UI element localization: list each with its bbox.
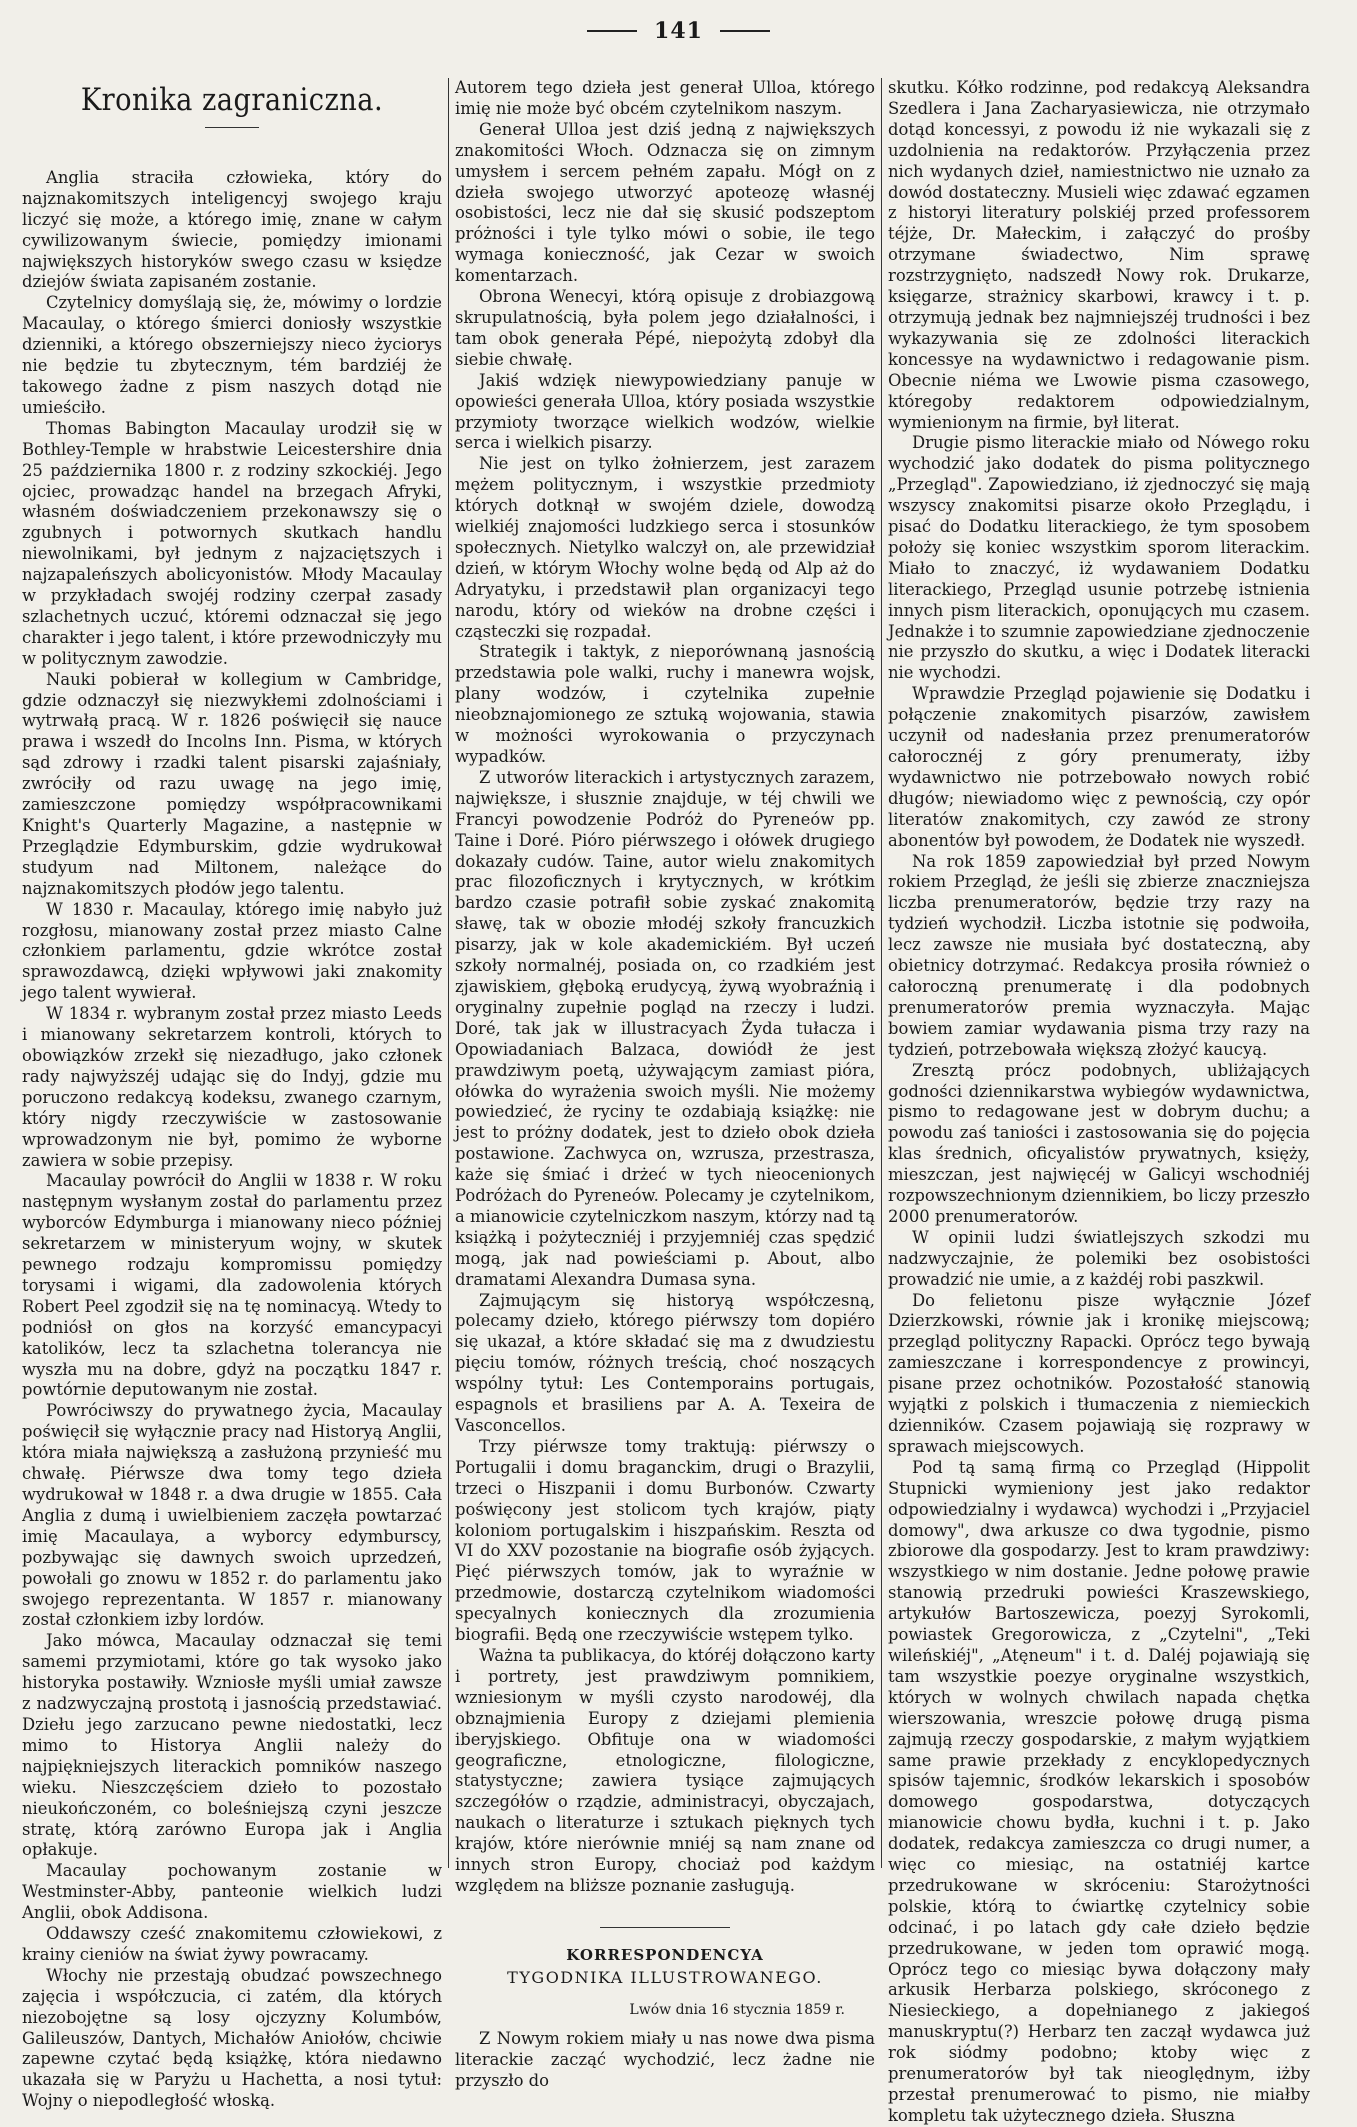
paragraph: Zresztą prócz podobnych, ubliżających godności dziennikarstwa wybiegów wydawnictwa, pismo to redagowane jest w dobrym duchu; a powodu zaś taniości i zastosowania się do pojęcia klas średnich, oficyalistów prywatnych, księży, mieszczan, jest najwięcéj w Galicyi wschodniéj rozpowszechnionym dziennikiem, bo liczy przeszło 2000 prenumeratorów. bbox=[888, 1060, 1310, 1226]
paragraph: Drugie pismo literackie miało od Nówego roku wychodzić jako dodatek do pisma politycznego „Przegląd". Zapowiedziano, iż zjednoczyć się mają wszyscy znakomitsi pisarze około Przeglądu, i pisać do Dodatku literackiego, że tym sposobem położy się koniec wszystkim sporom literackim. Miało to znaczyć, iż wydawaniem Dodatku literackiego, Przegląd usunie potrzebę istnienia innych pism literackich, oponujących mu czasem. Jednakże i to szumnie zapowiedziane zjednoczenie nie przyszło do skutku, a więc i Dodatek literacki nie wychodzi. bbox=[888, 433, 1310, 683]
column-divider-2 bbox=[881, 78, 882, 1868]
paragraph: Autorem tego dzieła jest generał Ulloa, którego imię nie może być obcém czytelnikom naszym. bbox=[455, 78, 875, 118]
paragraph: Pod tą samą firmą co Przegląd (Hippolit Stupnicki wymieniony jest jako redaktor odpowiedzialny i wydawca) wychodzi i „Przyjaciel domowy", dwa arkusze co dwa tygodnie, pismo zbiorowe dla gospodarzy. Jest to kram prawdziwy: wszystkiego w nim dostanie. Jedne połowę prawie stanowią przedruki powieści Kraszewskiego, artykułów Bartoszewicza, poezyj Syrokomli, powiastek Gregorowicza, z „Czytelni", „Teki wileńskiéj", „Atęneum" i t. d. Daléj pojawiają się tam wszystkie poezye oryginalne wszystkich, których w wolnych chwilach napada chętka wierszowania, wreszcie połowę drugą pisma zajmują rzeczy gospodarskie, z małym wyjątkiem same prawie przekłady z encyklopedycznych spisów tajemnic, środków lekarskich i sposobów domowego gospodarstwa, dotyczących mianowicie chowu bydła, kuchni i t. p. Jako dodatek, redakcya zamieszcza co drugi numer, a więc co miesiąc, na ostatniéj kartce przedrukowane w skróceniu: Starożytności polskie, którą to ćwiartkę czytelnicy sobie odcinać, i po latach gdy całe dzieło będzie przedrukowane, w jeden tom oprawić mogą. Oprócz tego co miesiąc bywa dołączony mały arkusik Herbarza polskiego, skróconego z Niesieckiego, a dopełnianego z jakiegoś manuskryptu(?) Herbarz ten zaczął wydawca już rok siódmy podobno; ktoby więc z prenumeratorów był tak nieoględnym, iżby przestał prenumerować to pismo, nie miałby kompletu tak użytecznego dzieła. Słuszna bbox=[888, 1457, 1310, 2125]
correspondence-title: KORRESPONDENCYA bbox=[566, 1945, 764, 1964]
paragraph: Obrona Wenecyi, którą opisuje z drobiazgową skrupulatnością, była polem jego działalności, i tam obok generała Pépé, niepożytą zdobył dla siebie chwałę. bbox=[455, 287, 875, 369]
paragraph: W opinii ludzi światlejszych szkodzi mu nadzwyczajnie, że polemiki bez osobistości prowadzić nie umie, a z każdéj robi paszkwil. bbox=[888, 1227, 1310, 1289]
paragraph: Ważna ta publikacya, do któréj dołączono karty i portrety, jest prawdziwym pomnikiem, wzniesionym w myśli czysto narodowéj, dla obznajmienia Europy z dziejami plemienia iberyjskiego. Obfituje ona w wiadomości geograficzne, etnologiczne, filologiczne, statystyczne; zawiera tysiące zajmujących szczegółów o rządzie, administracyi, obyczajach, naukach o literaturze i sztukach pięknych tych krajów, które nierównie mniéj są nam znane od innych stron Europy, chociaż pod każdym względem na bliższe poznanie zasługują. bbox=[455, 1645, 875, 1895]
column-3 bbox=[888, 78, 1310, 2125]
paragraph: W 1834 r. wybranym został przez miasto Leeds i mianowany sekretarzem kontroli, których to obowiązków zrzekł się niezadługo, jako członek rady najwyższéj udając się do Indyj, gdzie mu poruczono redakcyą kodeksu, zwanego czarnym, który nigdy rzeczywiście w zastosowanie wprowadzonym nie był, pomimo że wyborne zawiera w sobie przepisy. bbox=[22, 1004, 442, 1170]
paragraph: Anglia straciła człowieka, który do najznakomitszych inteligencyj swojego kraju liczyć się może, a którego imię, znane w całym cywilizowanym świecie, pomiędzy imionami największych historyków swego czasu w księdze dziejów świata zapisaném zostanie. bbox=[22, 167, 442, 292]
paragraph: Jakiś wdzięk niewypowiedziany panuje w opowieści generała Ulloa, który posiada wszystkie przymioty tworzące wielkich wodzów, wielkie serca i wielkich pisarzy. bbox=[455, 370, 875, 453]
paragraph: Macaulay pochowanym zostanie w Westminster-Abby, panteonie wielkich ludzi Anglii, obok Addisona. bbox=[22, 1861, 442, 1923]
header-rule-left bbox=[587, 30, 637, 32]
section-title: Kronika zagraniczna. bbox=[80, 82, 384, 118]
page-header bbox=[0, 18, 1357, 58]
column-2 bbox=[455, 78, 875, 2090]
paragraph: Generał Ulloa jest dziś jedną z największych znakomitości Włoch. Odznacza się on zimnym umysłem i sercem pełném zapału. Mógł on z dzieła swojego utworzyć apoteozę własnéj osobistości, lecz nie dał się skusić podszeptom próżności i tyle tylko mówi o sobie, ile tego wymaga konieczność, jak Cezar w swoich komentarzach. bbox=[455, 119, 875, 286]
column-divider-1 bbox=[448, 78, 449, 1868]
paragraph: Zajmującym się historyą współczesną, polecamy dzieło, którego piérwszy tom dopiéro się ukazał, a które składać się ma z dwudziestu pięciu tomów, różnych treścią, choć noszących wspólny tytuł: Les Contemporains portugais, espagnols et brasiliens par A. A. Texeira de Vasconcellos. bbox=[455, 1290, 875, 1435]
paragraph: Z utworów literackich i artystycznych zarazem, największe, i słusznie znajduje, w téj chwili we Francyi powodzenie Podróż do Pyreneów pp. Taine i Doré. Pióro piérwszego i ołówek drugiego dokazały cudów. Taine, autor wielu znakomitych prac filozoficznych i krytycznych, w krótkim bardzo czasie potrafił sobie zyskać znakomitą sławę, tak w obozie młodéj szkoły francuzkich pisarzy, jak w kole akademickiém. Był uczeń szkoły normalnéj, posiada on, co rzadkiém jest zjawiskiem, głęboką erudycyą, żywą wyobraźnią i oryginalny zupełnie pogląd na rzeczy i ludzi. Doré, tak jak w illustracyach Żyda tułacza i Opowiadaniach Balzaca, dowiódł że jest prawdziwym poetą, używającym zamiast pióra, ołówka do wyrażenia swoich myśli. Nie możemy powiedzieć, że ryciny te ozdabiają książkę: nie jest to próżny dodatek, jest to dzieło obok dzieła postawione. Zachwyca on, wzrusza, przestrasza, każe się śmiać i drżeć w tych nieocenionych Podróżach do Pyreneów. Polecamy je czytelnikom, a mianowicie czytelniczkom naszym, którzy nad tą książką i pożyteczniéj i przyjemniéj czas spędzić mogą, jak nad powieściami p. About, albo dramatami Alexandra Dumasa syna. bbox=[455, 767, 875, 1289]
paragraph: Do felietonu pisze wyłącznie Józef Dzierzkowski, równie jak i kronikę miejscową; przegląd polityczny Rapacki. Oprócz tego bywają zamieszczane i korrespondencye z prowincyi, pisane przez ochotników. Pozostałość stanowią wyjątki z polskich i tłumaczenia z niemieckich dzienników. Czasem pojawiają się rozprawy w sprawach miejscowych. bbox=[888, 1290, 1310, 1456]
paragraph: Nie jest on tylko żołnierzem, jest zarazem mężem politycznym, i wszystkie przedmioty których dotknął w swojém dziele, dowodzą wielkiéj znajomości ludzkiego serca i stosunków społecznych. Nietylko walczył on, ale przewidział dzień, w którym Włochy wolne będą od Alp aż do Adryatyku, i przedstawił plan organizacyi tego narodu, który od wieków na drobne części i cząsteczki się rozpadał. bbox=[455, 454, 875, 641]
section-rule bbox=[600, 1927, 730, 1928]
paragraph: Strategik i taktyk, z nieporównaną jasnością przedstawia pole walki, ruchy i manewra wojsk, plany wodzów, i czytelnika zupełnie nieobznajomionego ze sztuką wojowania, stawia w możności wyrokowania o przyczynach wypadków. bbox=[455, 642, 875, 766]
paragraph: Macaulay powrócił do Anglii w 1838 r. W roku następnym wysłanym został do parlamentu przez wyborców Edymburga i mianowany nieco później sekretarzem w ministeryum wojny, w skutek pewnego rodzaju kompromissu pomiędzy torysami i wigami, dla zadowolenia których Robert Peel zgodził się na tę nominacyą. Wtedy to podniósł on głos na korzyść emancypacyi katolików, lecz ta szlachetna tolerancya nie wyszła mu na dobre, gdyż na początku 1847 r. powtórnie deputowanym nie został. bbox=[22, 1171, 442, 1400]
title-rule bbox=[205, 127, 259, 128]
paragraph: Na rok 1859 zapowiedział był przed Nowym rokiem Przegląd, że jeśli się zbierze znaczniejsza liczba prenumeratorów, będzie trzy razy na tydzień wychodził. Liczba istotnie się podwoiła, lecz zawsze nie musiała być dostateczną, aby obietnicy dotrzymać. Redakcya prosiła również o całoroczną prenumeratę i dla podobnych prenumeratorów premia wyznaczyła. Mając bowiem zamiar wydawania pisma trzy razy na tydzień, potrzebowała większą złożyć kaucyą. bbox=[888, 851, 1310, 1059]
paragraph: Wprawdzie Przegląd pojawienie się Dodatku i połączenie znakomitych pisarzów, zawisłem uczynił od nadesłania przez prenumeratorów całorocznéj z góry prenumeraty, iżby wydawnictwo nie potrzebowało nowych robić długów; niewiadomo więc z pewnością, czy opór literatów znakomitych, czy zawód ze strony abonentów był powodem, że Dodatek nie wyszedł. bbox=[888, 684, 1310, 850]
paragraph: W 1830 r. Macaulay, którego imię nabyło już rozgłosu, mianowany został przez miasto Calne członkiem parlamentu, gdzie wkrótce został sprawozdawcą, dzięki wpływowi jaki znakomity jego talent wywierał. bbox=[22, 899, 442, 1003]
dateline: Lwów dnia 16 stycznia 1859 r. bbox=[629, 2001, 845, 2018]
correspondence-subtitle: TYGODNIKA ILLUSTROWANEGO. bbox=[507, 1967, 823, 1987]
paragraph: Z Nowym rokiem miały u nas nowe dwa pisma literackie zacząć wychodzić, lecz żadne nie przyszło do bbox=[455, 2028, 875, 2090]
header-rule-right bbox=[720, 30, 770, 32]
paragraph: Nauki pobierał w kollegium w Cambridge, gdzie odznaczył się niezwykłemi zdolnościami i wytrwałą pracą. W r. 1826 poświęcił się nauce prawa i wszedł do Incolns Inn. Pisma, w których sąd zdrowy i rzadki talent pisarski zajaśniały, zwróciły od razu uwagę na jego imię, zamieszczone pomiędzy współpracownikami Knight's Quarterly Magazine, a następnie w Przeglądzie Edymburskim, gdzie wydrukował studyum nad Miltonem, należące do najznakomitszych płodów jego talentu. bbox=[22, 669, 442, 898]
page-number: 141 bbox=[654, 18, 703, 44]
paragraph: skutku. Kółko rodzinne, pod redakcyą Aleksandra Szedlera i Jana Zacharyasiewicza, nie otrzymało dotąd koncessyi, z powodu iż nie wykazali się z uzdolnienia na redaktorów. Przyłączenia przez nich wydanych dzieł, namiestnictwo nie uznało za dowód dostateczny. Musieli więc zdawać egzamen z historyi literatury polskiéj przed professorem téjże, Dr. Małeckim, i załączyć do prośby otrzymane świadectwo, Nim sprawę rozstrzygnięto, nadszedł Nowy rok. Drukarze, księgarze, strażnicy skarbowi, krawcy i t. p. otrzymują jednak bez najmniejszéj trudności i bez wykazywania się ze zdolności literackich koncessye na wydawnictwo i redagowanie pism. Obecnie niéma we Lwowie pisma czasowego, któregoby redaktorem odpowiedzialnym, wymienionym na firmie, był literat. bbox=[888, 78, 1310, 432]
paragraph: Włochy nie przestają obudzać powszechnego zajęcia i współczucia, ci zatém, dla których niezobojętne są losy ojczyzny Kolumbów, Galileuszów, Dantych, Michałów Aniołów, chciwie zapewne czytać będą książkę, która niedawno ukazała się w Paryżu u Hachetta, a nosi tytuł: Wojny o niepodległość włoską. bbox=[22, 1965, 442, 2111]
paragraph: Thomas Babington Macaulay urodził się w Bothley-Temple w hrabstwie Leicestershire dnia 25 października 1800 r. z rodziny szkockiéj. Jego ojciec, prowadząc handel na brzegach Afryki, własném doświadczeniem przekonawszy się o zgubnych i potwornych skutkach handlu niewolnikami, był jednym z najzaciętszych i najzapaleńszych abolicyonistów. Młody Macaulay w przykładach swojéj rodziny czerpał zasady szlachetnych uczuć, któremi odznaczał się jego charakter i jego talent, i które przewodniczyły mu w politycznym zawodzie. bbox=[22, 418, 442, 668]
paragraph: Czytelnicy domyślają się, że, mówimy o lordzie Macaulay, o którego śmierci doniosły wszystkie dzienniki, a którego obszerniejszy nieco życiorys nie będzie tu zbytecznym, tém bardziéj że takowego żadne z pism naszych dotąd nie umieściło. bbox=[22, 293, 442, 417]
paragraph: Jako mówca, Macaulay odznaczał się temi samemi przymiotami, które go tak wysoko jako historyka postawiły. Wzniosłe myśli umiał zawsze z nadzwyczajną prostotą i jasnością przedstawiać. Dziełu jego zarzucano pewne niedostatki, lecz mimo to Historya Anglii należy do najpiękniejszych literackich pomników naszego wieku. Nieszczęściem dzieło to pozostało nieukończoném, co boleśniejszą czyni jeszcze stratę, którą zarówno Europa jak i Anglia opłakuje. bbox=[22, 1631, 442, 1860]
paragraph: Trzy piérwsze tomy traktują: piérwszy o Portugalii i domu braganckim, drugi o Brazylii, trzeci o Hiszpanii i domu Burbonów. Czwarty poświęcony jest stolicom tych krajów, piąty koloniom portugalskim i hiszpańskim. Reszta od VI do XXV pozostanie na biografie osób żyjących. Pięć piérwszych tomów, jak to wyraźnie w przedmowie, dostarczą czytelnikom wiadomości specyalnych koniecznych dla zrozumienia biografii. Będą one rzeczywiście wstępem tylko. bbox=[455, 1436, 875, 1645]
column-1 bbox=[22, 78, 442, 2111]
paragraph: Oddawszy cześć znakomitemu człowiekowi, z krainy cieniów na świat żywy powracamy. bbox=[22, 1924, 442, 1964]
paragraph: Powróciwszy do prywatnego życia, Macaulay poświęcił się wyłącznie pracy nad Historyą Anglii, która miała największą a zasłużoną przynieść mu chwałę. Piérwsze dwa tomy tego dzieła wydrukował w 1848 r. a dwa drugie w 1855. Cała Anglia z dumą i uwielbieniem zaczęła powtarzać imię Macaulaya, a wyborcy edymburscy, pozbywając się dawnych swoich uprzedzeń, powołali go znowu w 1852 r. do parlamentu jako swojego reprezentanta. W 1857 r. mianowany został członkiem izby lordów. bbox=[22, 1401, 442, 1630]
